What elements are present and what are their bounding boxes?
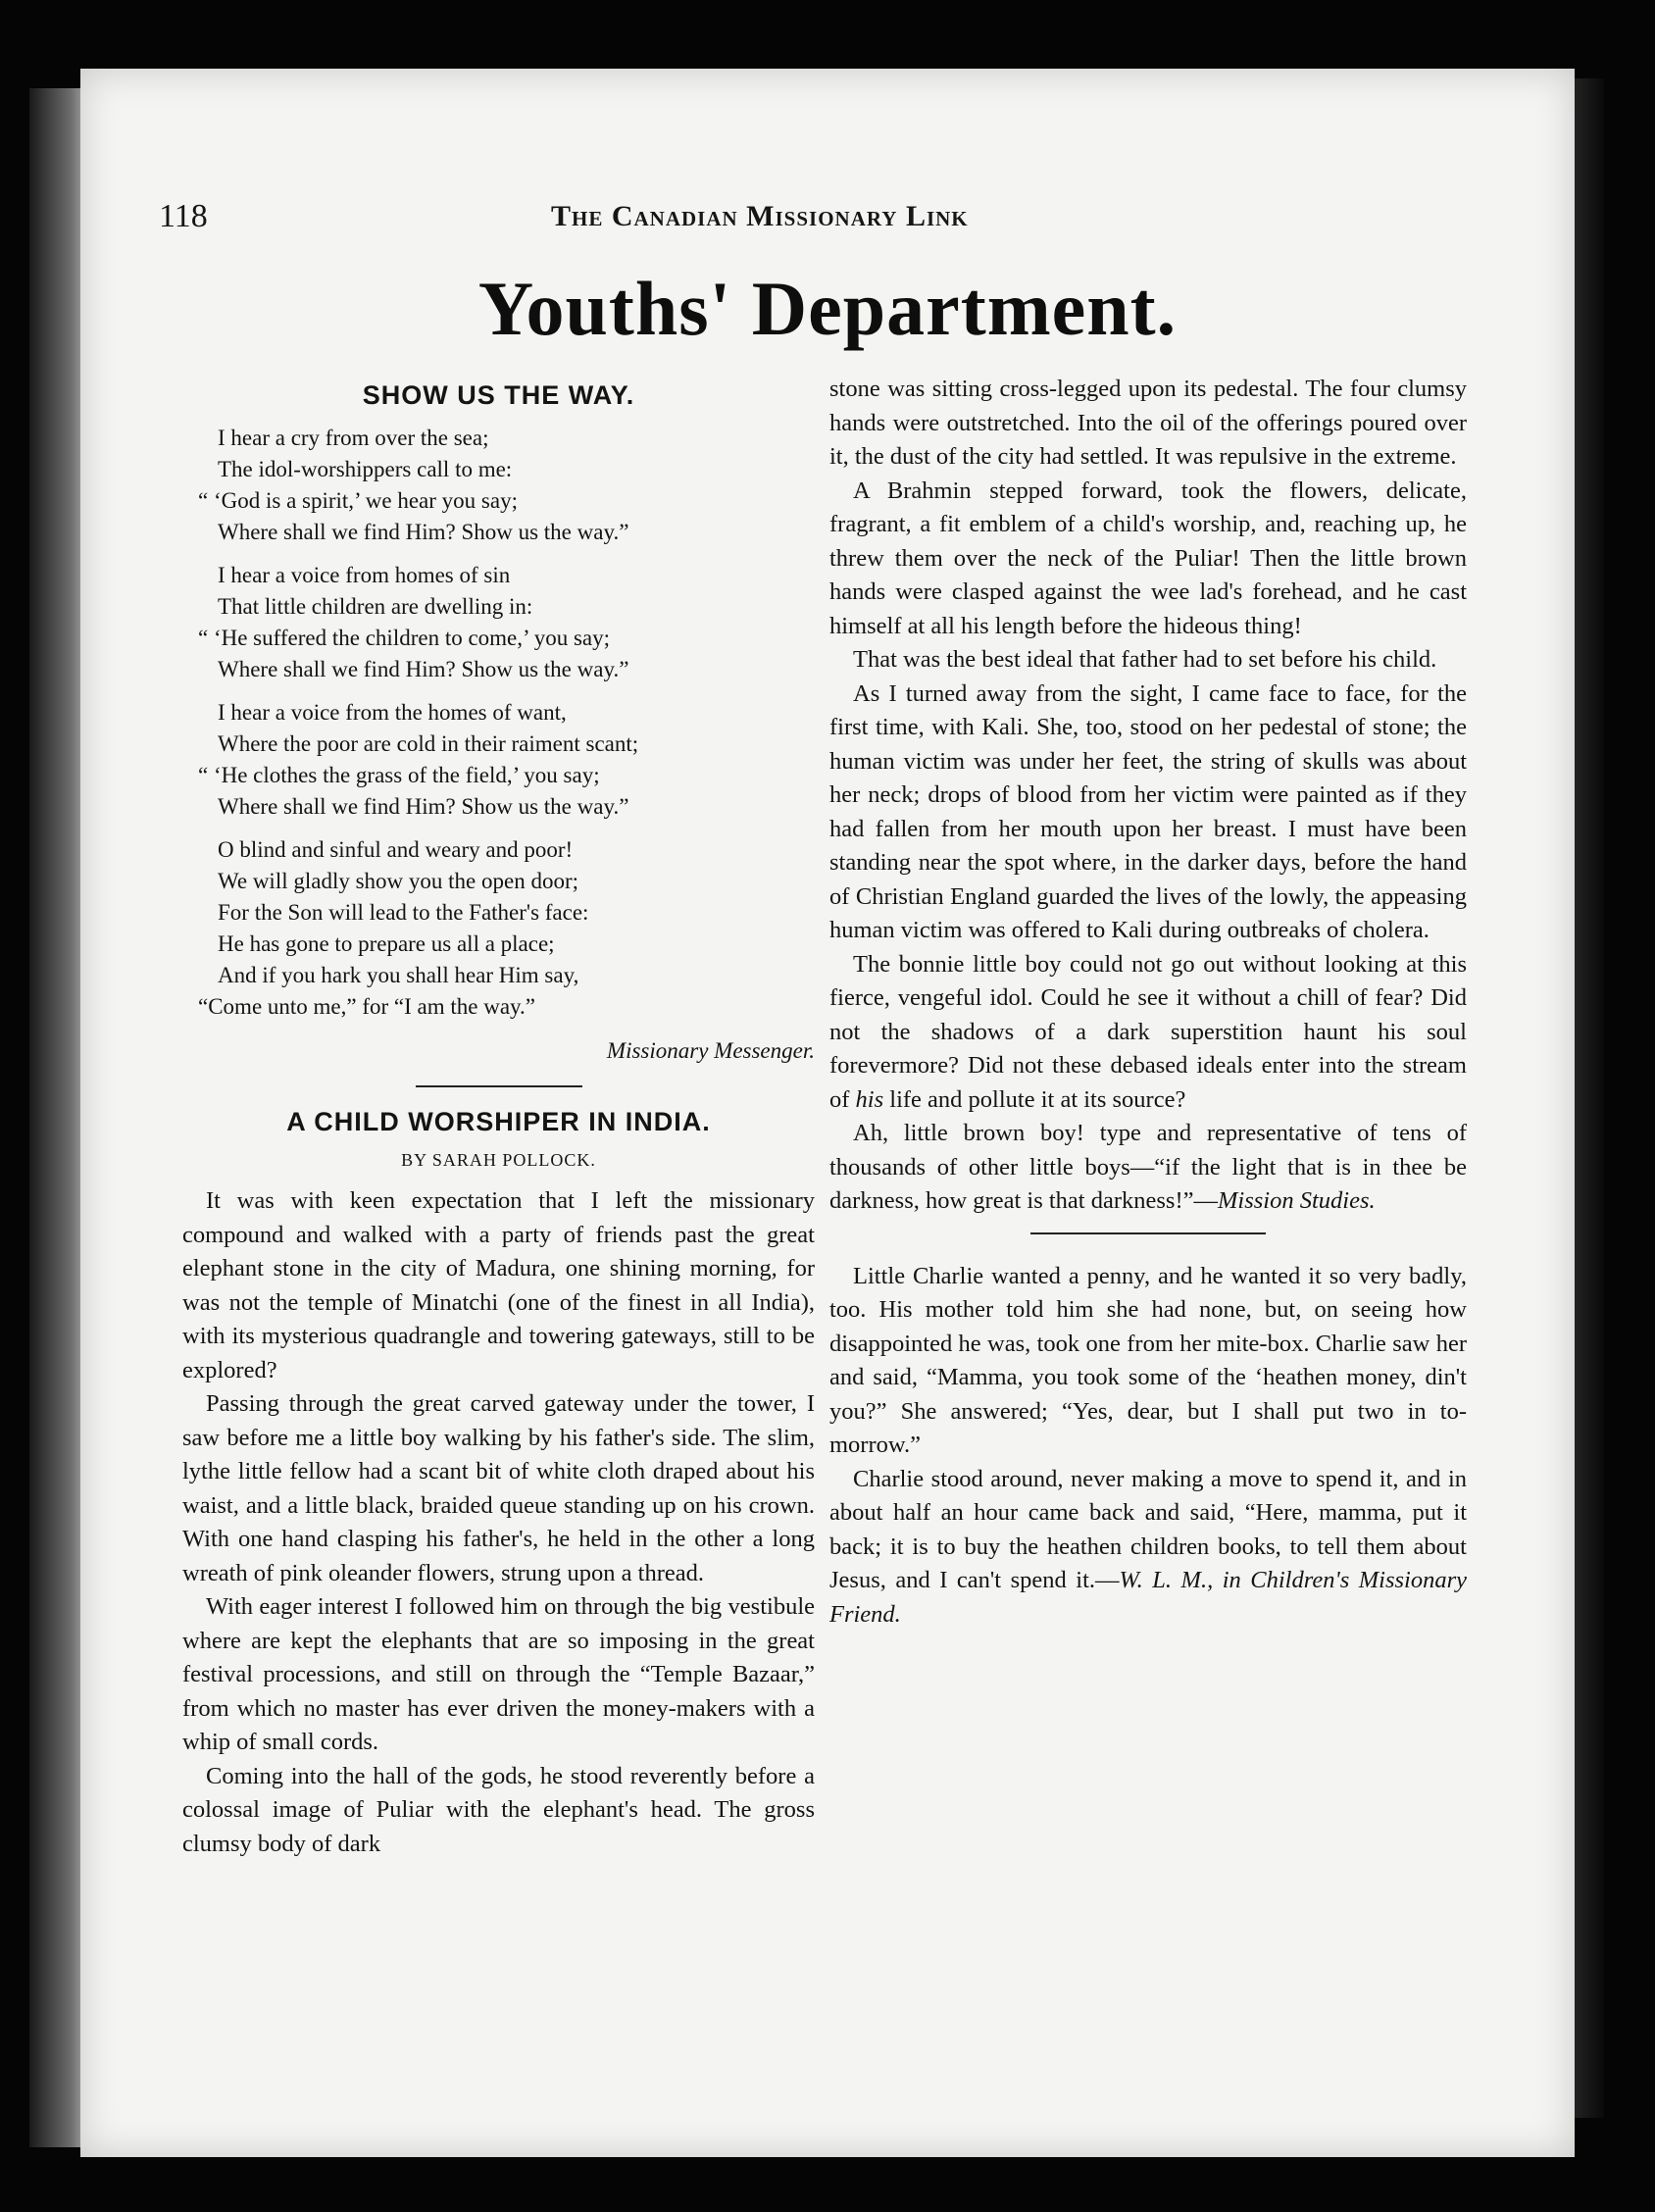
poem-line: The idol-worshippers call to me: [218,456,513,481]
right-column [829,373,1467,1632]
poem-line: I hear a voice from homes of sin [218,562,511,587]
running-head [159,198,1424,237]
poem-source: Missionary Messenger. [606,1037,815,1063]
poem-line: Where shall we find Him? Show us the way.” [218,519,629,544]
article-paragraph: As I turned away from the sight, I came face to face, for the first time, with Kali. She, too, stood on her pedestal of stone; the human victim was under her feet, the string of skulls was about her neck; drops of blood from her victim were painted as if they had fallen from her mouth upon her breast. I must have been standing near the spot where, in the darker days, before the hand of Christian England guarded the lives of the lowly, the appeasing human victim was offered to Kali during outbreaks of cholera. [829,679,1467,943]
poem-line: “ ‘He suffered the children to come,’ you say; [198,625,611,650]
article-text: life and pollute it at its source? [889,1085,1186,1113]
poem-line: For the Son will lead to the Father's face: [218,899,589,925]
poem-line: And if you hark you shall hear Him say, [218,962,579,987]
section-divider [416,1085,582,1087]
article-paragraph: It was with keen expectation that I left the missionary compound and walked with a party of friends past the great elephant stone in the city of Madura, one shining morning, for was not the temple of Minatchi (one of the finest in all India), with its mysterious quadrangle and towering gateways, still to be explored? [182,1187,815,1383]
left-column [182,373,815,1861]
poem-stanza-2 [198,560,815,685]
article-paragraph: A Brahmin stepped forward, took the flowers, delicate, fragrant, a fit emblem of a child's worship, and, reaching up, he threw them over the neck of the Puliar! Then the little brown hands were clasped against the wee lad's forehead, and he cast himself at all his length before the hideous thing! [829,477,1467,639]
section-divider [1030,1232,1266,1234]
article-text: Ah, little brown boy! type and representative of tens of thousands of other little boys—“if the light that is in thee be darkness, how great is that darkness!”— [829,1120,1467,1214]
anecdote-paragraph: Little Charlie wanted a penny, and he wanted it so very badly, too. His mother told him she had none, but, on seeing how disappointed he was, took one from her mite-box. Charlie saw her and said, “Mamma, you took some of the ‘heathen money, din't you?” She answered; “Yes, dear, but I shall put two in to-morrow.” [829,1262,1467,1458]
poem-stanza-3 [198,697,815,823]
article-title: A CHILD WORSHIPER IN INDIA. [286,1107,711,1136]
article-paragraph: Coming into the hall of the gods, he stood reverently before a colossal image of Puliar with the elephant's head. The gross clumsy body of dark [182,1762,815,1857]
page-number: 118 [159,198,208,234]
article-text: The bonnie little boy could not go out without looking at this fierce, vengeful idol. Could he see it without a chill of fear? Did not the shadows of a dark superstition haunt his soul forevermore? Did not these debased ideals enter into the stream of [829,950,1467,1113]
poem-line: I hear a voice from the homes of want, [218,699,567,725]
poem-stanza-4 [198,834,815,1023]
anecdote-paragraph [829,1463,1467,1633]
article-paragraph: That was the best ideal that father had to set before his child. [853,646,1437,673]
poem-line: Where shall we find Him? Show us the way.” [218,656,629,681]
poem-line: I hear a cry from over the sea; [218,425,489,450]
department-title: Youths' Department. [477,266,1178,351]
poem-line: “Come unto me,” for “I am the way.” [198,993,536,1019]
article-paragraph: Passing through the great carved gateway under the tower, I saw before me a little boy walking by his father's side. The slim, lythe little fellow had a scant bit of white cloth draped about his waist, and a little black, braided queue standing up on his crown. With one hand clasping his father's, he held in the other a long wreath of pink oleander flowers, strung upon a thread. [182,1390,815,1586]
article-source: Mission Studies. [1217,1187,1376,1214]
poem-line: O blind and sinful and weary and poor! [218,836,574,862]
poem-line: We will gladly show you the open door; [218,868,579,893]
poem-title: SHOW US THE WAY. [362,380,635,410]
anecdote-text: Charlie stood around, never making a move to spend it, and in about half an hour came back and said, “Here, mamma, put it back; it is to buy the heathen children books, to tell them about Jesus, and I can't spend it.— [829,1465,1467,1593]
poem-line: He has gone to prepare us all a place; [218,930,555,956]
anecdote-source: W. L. M., in Children's Missionary Friend. [829,1567,1467,1628]
poem-line: Where the poor are cold in their raiment scant; [218,730,639,756]
article-paragraph [829,1117,1467,1219]
poem-line: Where shall we find Him? Show us the way.” [218,793,629,819]
article-paragraph: With eager interest I followed him on through the big vestibule where are kept the elephants that are so imposing in the great festival processions, and still on through the “Temple Bazaar,” from which no master has ever driven the money-makers with a whip of small cords. [182,1593,815,1755]
article-byline: BY SARAH POLLOCK. [401,1149,596,1170]
article-paragraph [829,948,1467,1118]
poem-line: “ ‘God is a spirit,’ we hear you say; [198,487,518,513]
poem-stanza-1 [198,423,815,548]
poem-line: “ ‘He clothes the grass of the field,’ you say; [198,762,600,787]
emphasis-word: his [855,1085,884,1113]
article-paragraph-continued: stone was sitting cross-legged upon its pedestal. The four clumsy hands were outstretched. Into the oil of the offerings poured over it, the dust of the city had settled. It was repulsive in the extreme. [829,376,1467,470]
poem-line: That little children are dwelling in: [218,593,533,619]
journal-title: The Canadian Missionary Link [551,200,969,232]
